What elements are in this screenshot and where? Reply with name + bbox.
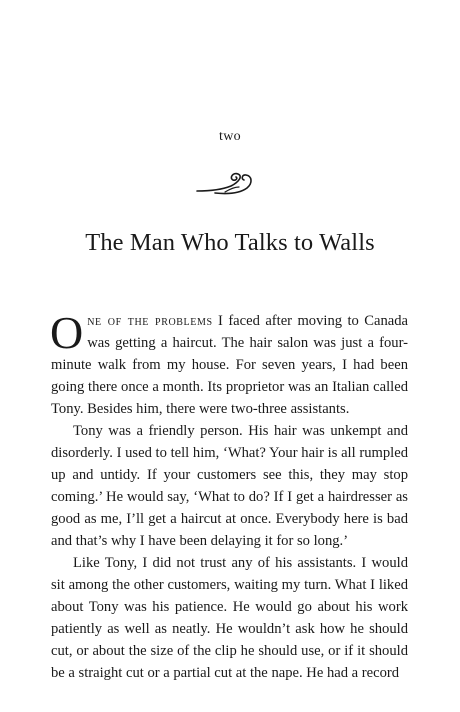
paragraph-1-text: I faced after moving to Canada was getting a haircut. The hair salon was just a four-minute walk from my house. For seven years, I had been going there once a month. Its proprietor was an Italian called Tony. Besides him, there were two-three assistants.	[51, 313, 408, 417]
paragraph-3: Like Tony, I did not trust any of his assistants. I would sit among the other customers, waiting my turn. What I liked about Tony was his patience. He would go about his work patiently as well as neatly. He wouldn’t ask how he should cut, or about the size of the clip he should use, or if it should be a straight cut or a partial cut at the nape. He had a record	[51, 555, 408, 681]
drop-cap: O	[50, 307, 84, 358]
paragraph-1	[50, 307, 408, 420]
lead-in-smallcaps: ne of the problems	[87, 313, 213, 329]
chapter-title: The Man Who Talks to Walls	[85, 229, 375, 256]
flourish-ornament-icon	[195, 170, 255, 198]
chapter-body	[50, 307, 408, 684]
chapter-number: two	[219, 129, 241, 144]
paragraph-2: Tony was a friendly person. His hair was unkempt and disorderly. I used to tell him, ‘What? Your hair is all rumpled up and untidy. If your customers see this, they may stop coming.’ He would say, ‘What to do? If I get a hairdresser as good as me, I’ll get a haircut at once. Everybody here is bad and that’s why I have been delaying it for so long.’	[51, 423, 408, 549]
